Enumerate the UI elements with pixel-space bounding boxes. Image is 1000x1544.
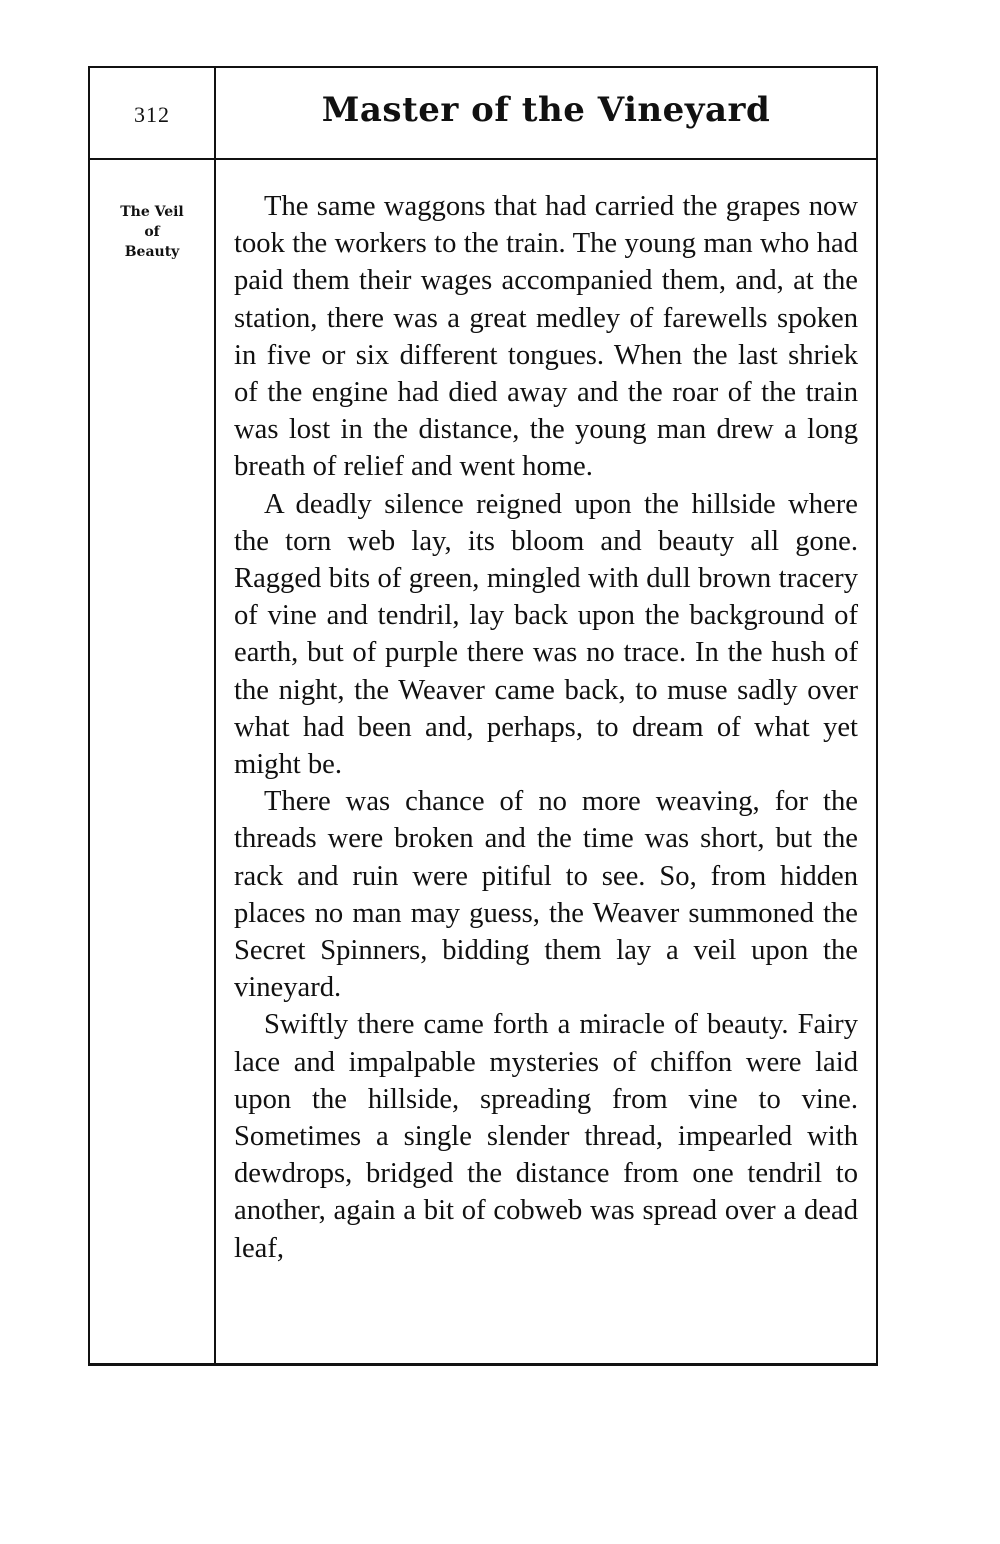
body-text	[234, 188, 858, 1267]
margin-divider-rule	[214, 68, 216, 1363]
paragraph: The same waggons that had carried the grapes now took the workers to the train. The young man who had paid them their wages accompanied them, and, at the station, there was a great medley of farewells spoken in five or six different tongues. When the last shriek of the engine had died away and the roar of the train was lost in the distance, the young man drew a long breath of relief and went home.	[234, 191, 858, 483]
marginal-note	[90, 202, 214, 262]
paragraph: A deadly silence reigned upon the hillside where the torn web lay, its bloom and beauty all gone. Ragged bits of green, mingled with dull brown tracery of vine and tendril, lay back upon the background of earth, but of purple there was no trace. In the hush of the night, the Weaver came back, to muse sadly over what had been and, perhaps, to dream of what yet might be.	[234, 488, 858, 781]
running-title: Master of the Vineyard	[321, 90, 771, 130]
page-frame	[88, 66, 878, 1366]
paragraph: Swiftly there came forth a miracle of beauty. Fairy lace and impalpable mysteries of chiffon were laid upon the hillside, spreading from vine to vine. Sometimes a single slender thread, impearled with dewdrops, bridged the distance from one tendril to another, again a bit of cobweb was spread over a dead leaf,	[234, 1009, 858, 1264]
marginal-note-line: of	[144, 224, 160, 240]
page-number: 312	[134, 102, 170, 127]
marginal-note-line: Beauty	[124, 244, 180, 260]
header-rule	[90, 158, 876, 160]
marginal-note-line: The Veil	[120, 204, 184, 220]
paragraph: There was chance of no more weaving, for the threads were broken and the time was short, but the rack and ruin were pitiful to see. So, from hidden places no man may guess, the Weaver summoned the Secret Spinners, bidding them lay a veil upon the vineyard.	[234, 786, 858, 1004]
